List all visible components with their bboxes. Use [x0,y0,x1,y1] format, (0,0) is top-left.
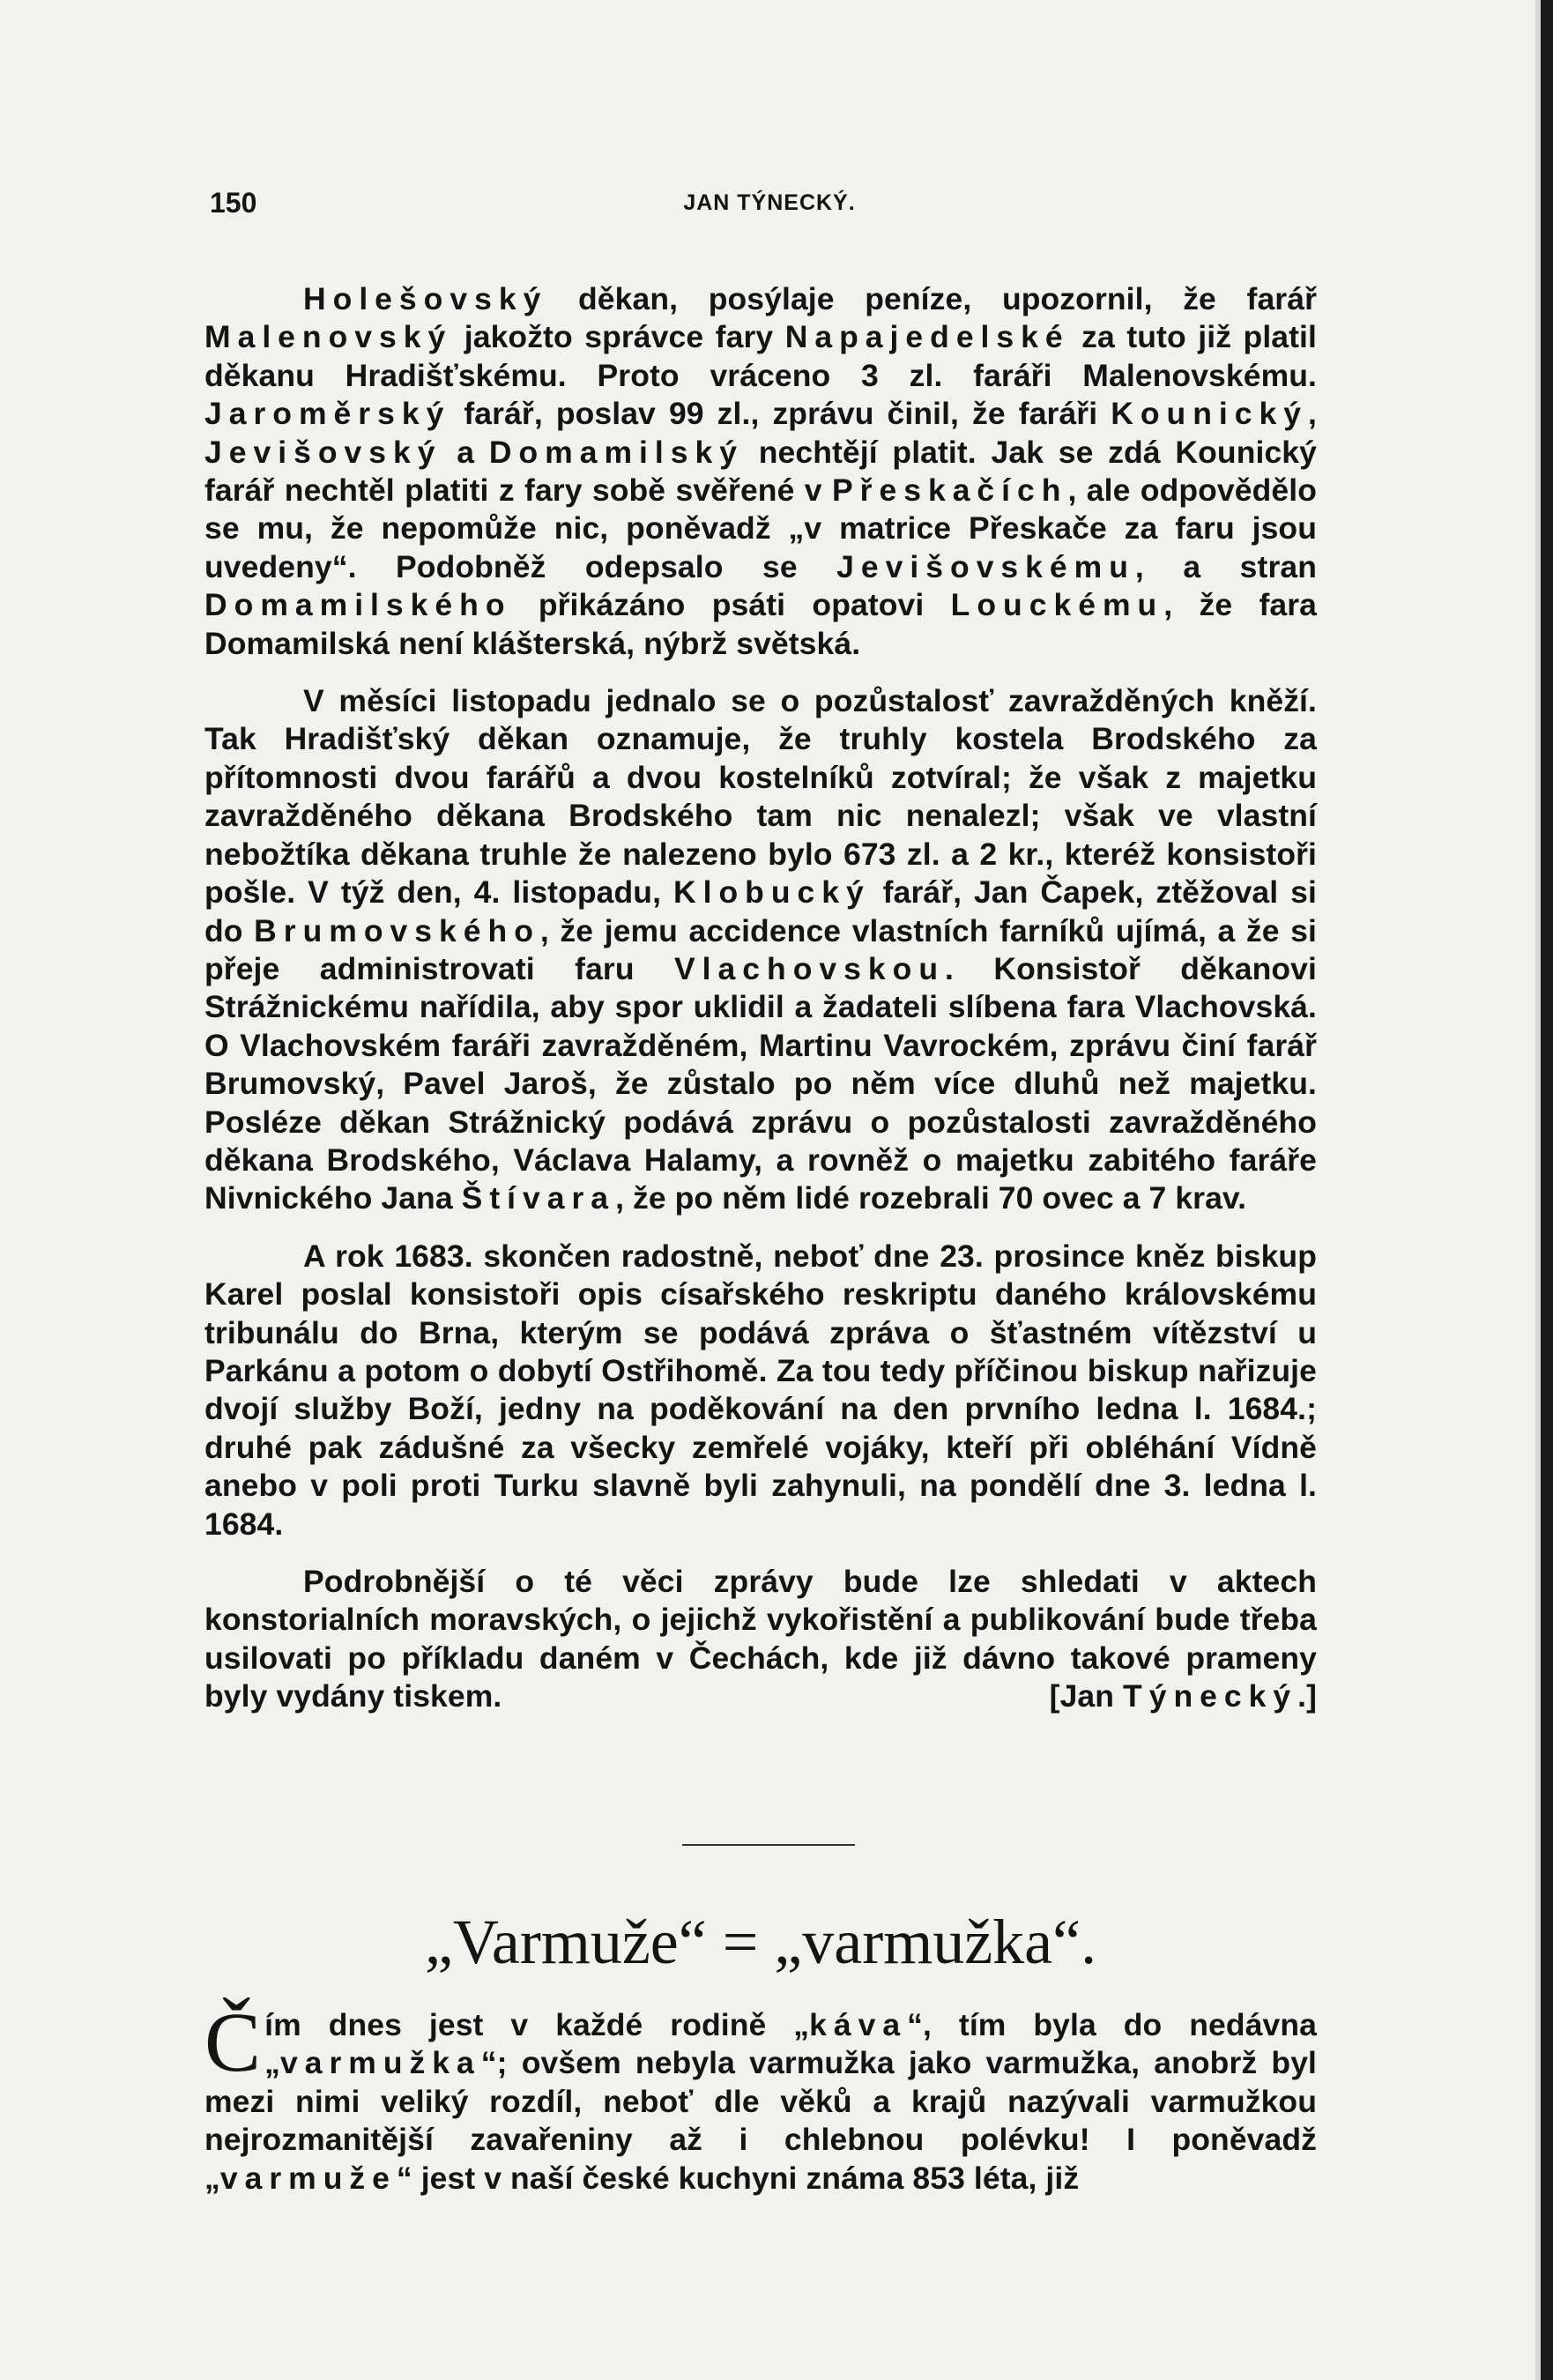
text-run: farář, poslav 99 zl., zprávu činil, že faráři [450,396,1111,432]
text-run: farář, Jan Čapek, ztěžoval si do [204,874,1317,948]
spaced-text: Štívara [461,1180,616,1216]
text-run: nechtějí platit. Jak se zdá Kounický farář nechtěl platiti z fary sobě svěřené v [204,434,1317,509]
spaced-text: Brumovského [254,912,540,948]
spaced-text: Holešovský [303,281,548,316]
spaced-text: Jevišovský [204,434,442,470]
article-body [204,280,1317,1716]
paragraph [204,1238,1317,1543]
signature-close: .] [1297,1678,1317,1714]
text-run: A rok 1683. skončen radostně, neboť dne 23. prosince kněz biskup Karel poslal konsistoři opis císařského reskriptu daného královskému tribunálu do Brna, kterým se podává zpráva o šťastném vítězství u Parkánu a potom o dobytí Ostřihomě. Za tou tedy příčinou biskup nařizuje dvojí služby Boží, jedny na poděkování na den prvního ledna l. 1684.; druhé pak zádušné za všecky zemřelé vojáky, kteří při obléhání Vídně anebo v poli proti Turku slavně byli zahynuli, na pondělí dne 3. ledna l. 1684. [204,1238,1317,1542]
article-title: „Varmuže“ = „varmužka“. [424,1907,1097,1977]
running-head: JAN TÝNECKÝ. [683,190,856,215]
spaced-text: Vlachovskou [674,950,945,986]
spaced-text: Napajedelské [784,319,1070,355]
spaced-text: Jaroměrský [204,396,451,432]
spaced-text: Louckému [950,587,1164,623]
spaced-text: Přeskačích [831,472,1068,509]
spaced-text: káva [809,2007,908,2042]
drop-cap: Č [204,1995,262,2089]
text-run: děkan, posýlaje peníze, upozornil, že farář [547,281,1317,316]
text-run: a [442,434,489,470]
spaced-text: Kounický [1111,396,1309,432]
paragraph [204,682,1317,1218]
page-number: 150 [210,187,257,219]
text-run: V měsíci listopadu jednalo se o pozůstalosť zavražděných kněží. Tak Hradišťský děkan oznamuje, že truhly kostela Brodského za přítomnosti dvou farářů a dvou kostelníků zotvíral; že však z majetku zavražděného děkana Brodského tam nic nenalezl; však ve vlastní nebožtíka děkana truhle že nalezeno bylo 673 zl. a 2 kr., kteréž konsistoři pošle. V týž den, 4. listopadu, [204,683,1317,911]
text-run: “; ovšem nebyla varmužka jako varmužka, anobrž byl mezi nimi veliký rozdíl, neboť dle věků a krajů nazývali varmužkou nejrozmanitější zavařeniny až i chlebnou polévku! I poněvadž „ [204,2045,1317,2196]
paragraph [204,1995,1318,2198]
text-run: , že po něm lidé rozebrali 70 ovec a 7 krav. [615,1180,1247,1216]
text-run: jakožto správce fary [452,319,785,355]
spaced-text: Domamilský [488,434,744,470]
signature-name: Týnecký [1123,1678,1298,1714]
page-header [210,187,1329,222]
spaced-text: Jevišovskému [836,548,1135,584]
section-divider [682,1844,855,1846]
signature [951,1677,1317,1715]
spaced-text: varmužka [280,2045,481,2081]
text-run: za tuto již platil děkanu Hradišťskému. Proto vráceno 3 zl. faráři Malenovskému. [204,319,1317,393]
text-run: , že fara Domamilská není klášterská, nýbrž světská. [204,587,1317,661]
text-run: , ale odpovědělo se mu, že nepomůže nic, poněvadž „v matrice Přeskače za faru jsou uvedeny“. Podobněž odepsalo se [204,472,1317,584]
text-run: , a stran [1134,548,1317,584]
spaced-text: varmuže [219,2160,397,2196]
paragraph [204,1563,1317,1716]
text-run: “ jest v naší české kuchyni známa 853 léta, již [396,2160,1080,2196]
paragraph-text [204,1995,1318,2196]
text-run: . Konsistoř děkanovi Strážnickému nařídila, aby spor uklidil a žadateli slíbena fara Vlachovská. O Vlachovském faráři zavražděném, Martinu Vavrockém, zprávu činí farář Brumovský, Pavel Jaroš, že zůstalo po něm více dluhů než majetku. Posléze děkan Strážnický podává zprávu o pozůstalosti zavražděného děkana Brodského, Václava Halamy, a rovněž o majetku zabitého faráře Nivnického Jana [204,950,1317,1216]
spaced-text: Klobucký [672,874,871,911]
text-run: , že jemu accidence vlastních farníků ujímá, a že si přeje administrovati faru [204,912,1317,986]
text-run: , [1308,396,1317,432]
text-run: ím dnes jest v každé rodině „ [264,2007,810,2042]
paragraph [204,280,1317,663]
spaced-text: Domamilského [204,587,512,623]
spaced-text: Malenovský [204,319,453,355]
page-edge [1541,0,1553,2380]
article-text [204,1995,1318,2198]
signature-open: [Jan [1049,1678,1124,1714]
text-run: přikázáno psáti opatovi [511,587,951,623]
text-run: Podrobnější o té věci zprávy bude lze shledati v aktech konstorialních moravských, o jejichž vykořistění a publikování bude třeba usilovati po příkladu daném v Čechách, kde již dávno takové prameny byly vydány tiskem. [204,1564,1317,1714]
text-run: “, tím byla do nedávna „ [264,2007,1318,2081]
